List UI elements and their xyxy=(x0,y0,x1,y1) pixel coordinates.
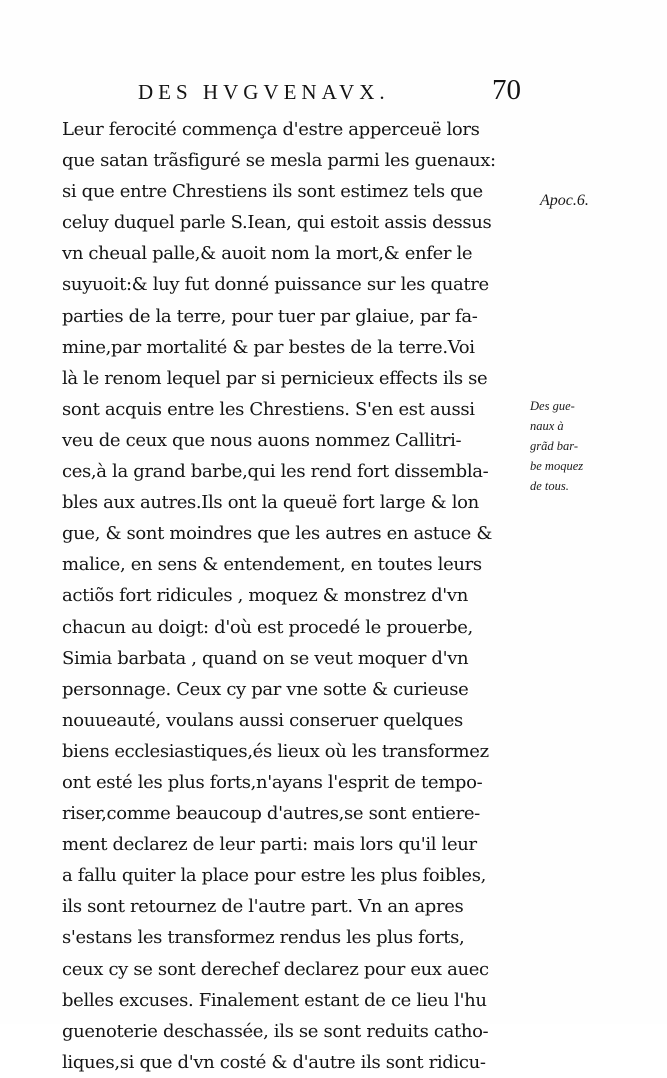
text-line: riser,comme beaucoup d'autres,se sont entiere- xyxy=(62,803,480,825)
marginal-note-line: grãd bar- xyxy=(530,439,579,453)
text-line: liques,si que d'vn costé & d'autre ils sont ridicu- xyxy=(62,1051,486,1073)
text-line: actiõs fort ridicules , moquez & monstrez d'vn xyxy=(62,585,468,607)
marginal-note-apocalypse: Apoc.6. xyxy=(540,192,589,209)
text-line: ment declarez de leur parti: mais lors qu'il leur xyxy=(62,834,477,856)
text-line: ceux cy se sont derechef declarez pour eux auec xyxy=(62,958,489,980)
text-line: veu de ceux que nous auons nommez Callitri- xyxy=(62,429,462,451)
marginal-note-barbe xyxy=(530,396,583,496)
text-line: malice, en sens & entendement, en toutes leurs xyxy=(62,554,482,576)
text-line: ont esté les plus forts,n'ayans l'esprit de tempo- xyxy=(62,771,483,793)
text-line: biens ecclesiastiques,és lieux où les transformez xyxy=(62,740,489,762)
text-line: mine,par mortalité & par bestes de la terre.Voi xyxy=(62,336,475,358)
marginal-note-line: be moquez xyxy=(530,459,584,473)
marginal-note-line: de tous. xyxy=(530,479,569,493)
text-line: s'estans les transformez rendus les plus forts, xyxy=(62,927,465,949)
text-line: personnage. Ceux cy par vne sotte & curieuse xyxy=(62,678,469,700)
marginal-note-line: Des gue- xyxy=(530,399,575,413)
text-line: gue, & sont moindres que les autres en astuce & xyxy=(62,523,492,545)
page-number: 70 xyxy=(492,74,521,106)
text-line: vn cheual palle,& auoit nom la mort,& enfer le xyxy=(62,243,473,265)
text-line: que satan trãsfiguré se mesla parmi les guenaux: xyxy=(62,150,496,172)
text-line: nouueauté, voulans aussi conseruer quelques xyxy=(62,709,463,731)
text-line: ces,à la grand barbe,qui les rend fort dissembla- xyxy=(62,461,489,483)
text-line: si que entre Chrestiens ils sont estimez tels que xyxy=(62,181,483,203)
running-head: DES HVGVENAVX. xyxy=(138,80,390,104)
text-line: là le renom lequel par si pernicieux effects ils se xyxy=(62,367,488,389)
text-line: celuy duquel parle S.Iean, qui estoit assis dessus xyxy=(62,212,492,234)
text-line: bles aux autres.Ils ont la queuë fort large & lon xyxy=(62,492,479,514)
text-line: belles excuses. Finalement estant de ce lieu l'hu xyxy=(62,989,487,1011)
body-text xyxy=(62,114,524,1078)
text-line: suyuoit:& luy fut donné puissance sur les quatre xyxy=(62,274,489,296)
marginal-note-line: naux à xyxy=(530,419,564,433)
text-line: ils sont retournez de l'autre part. Vn an apres xyxy=(62,896,464,918)
text-line: parties de la terre, pour tuer par glaiue, par fa- xyxy=(62,305,478,327)
text-line: chacun au doigt: d'où est procedé le prouerbe, xyxy=(62,616,473,638)
text-line: guenoterie deschassée, ils se sont reduits catho- xyxy=(62,1020,489,1042)
text-line: Leur ferocité commença d'estre apperceuë lors xyxy=(62,119,480,140)
text-line: sont acquis entre les Chrestiens. S'en est aussi xyxy=(62,398,475,420)
text-line: a fallu quiter la place pour estre les plus foibles, xyxy=(62,865,486,887)
text-line-latin: Simia barbata , quand on se veut moquer d'vn xyxy=(62,647,469,669)
